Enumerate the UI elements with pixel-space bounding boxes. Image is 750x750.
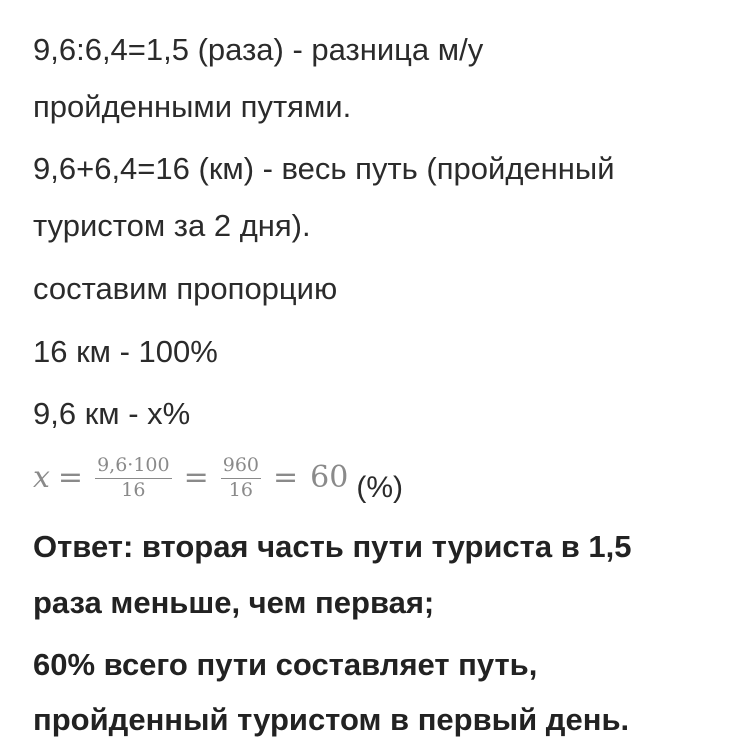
formula-variable: x xyxy=(33,460,50,496)
formula-expression xyxy=(33,453,349,501)
proportion-line-1: 16 км - 100% xyxy=(33,333,218,369)
answer-line: раза меньше, чем первая; xyxy=(33,584,435,620)
formula-result: 60 xyxy=(310,460,349,496)
answer-paragraph-1 xyxy=(33,519,720,631)
proportion-intro: составим пропорцию xyxy=(33,270,338,306)
ratio-paragraph xyxy=(33,22,720,135)
answer-paragraph-2 xyxy=(33,637,720,749)
equals-sign: = xyxy=(183,460,209,496)
text-line: 9,6+6,4=16 (км) - весь путь (пройденный xyxy=(33,151,615,187)
proportion-line-2: 9,6 км - х% xyxy=(33,396,191,432)
answer-line: пройденный туристом в первый день. xyxy=(33,702,630,738)
text-line: 9,6:6,4=1,5 (раза) - разница м/у xyxy=(33,32,484,67)
fraction-1 xyxy=(95,453,172,501)
fraction-2 xyxy=(221,453,261,501)
total-distance-paragraph xyxy=(33,141,720,254)
fraction-numerator: 9,6·100 xyxy=(95,456,172,479)
math-formula xyxy=(33,443,720,513)
fraction-denominator: 16 xyxy=(228,478,253,501)
text-line: пройденными путями. xyxy=(33,88,352,124)
formula-unit: (%) xyxy=(356,471,403,505)
text-line: туристом за 2 дня). xyxy=(33,208,311,244)
equals-sign: = xyxy=(273,460,299,496)
fraction-denominator: 16 xyxy=(121,478,146,501)
fraction-numerator: 960 xyxy=(221,456,261,479)
answer-line: 60% всего пути составляет путь, xyxy=(33,646,538,682)
equals-sign: = xyxy=(57,460,84,496)
answer-line: Ответ: вторая часть пути туриста в 1,5 xyxy=(33,529,632,565)
